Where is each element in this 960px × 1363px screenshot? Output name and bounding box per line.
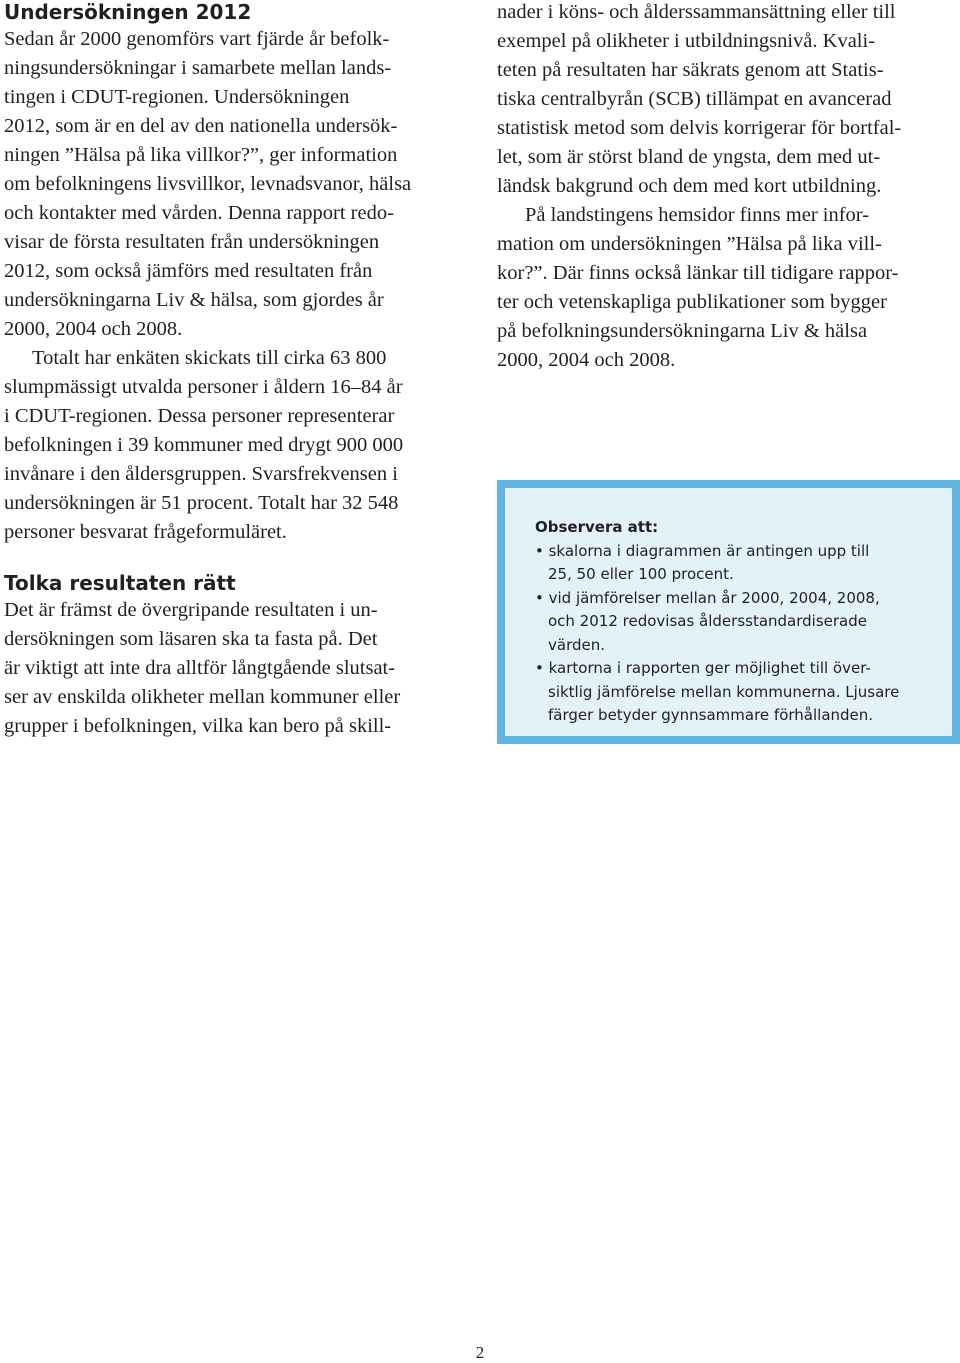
section-spacer [4,547,470,571]
note-box [497,480,960,744]
body-line: befolkningen i 39 kommuner med drygt 900 000 [4,434,404,456]
body-line: let, som är störst bland de yngsta, dem med ut- [497,146,881,168]
body-line: ser av enskilda olikheter mellan kommuner eller [4,686,401,708]
note-bullet-line: • vid jämförelser mellan år 2000, 2004, 2008, [535,588,880,607]
section-heading-tolka: Tolka resultaten rätt [4,571,236,595]
body-line: 2000, 2004 och 2008. [497,349,676,371]
note-bullet-line: 25, 50 eller 100 procent. [548,565,734,583]
body-line: mation om undersökningen ”Hälsa på lika vill- [497,233,882,255]
body-line: är viktigt att inte dra alltför långtgående slutsat- [4,657,396,679]
body-line: personer besvarat frågeformuläret. [4,521,287,543]
body-line: ter och vetenskapliga publikationer som bygger [497,291,887,313]
body-line: grupper i befolkningen, vilka kan bero på skill- [4,715,392,737]
body-line: visar de första resultaten från undersökningen [4,231,380,253]
body-line: nader i köns- och ålderssammansättning eller till [497,1,896,23]
note-bullet-line: färger betyder gynnsammare förhållanden. [548,706,874,724]
section-heading-undersokningen: Undersökningen 2012 [4,0,252,24]
body-line: teten på resultaten har säkrats genom att Statis- [497,59,884,81]
body-line: undersökningen är 51 procent. Totalt har 32 548 [4,492,399,514]
body-line: 2000, 2004 och 2008. [4,318,183,340]
note-bullet-line: siktlig jämförelse mellan kommunerna. Ljusare [548,682,900,701]
body-line: ningsundersökningar i samarbete mellan lands- [4,57,392,79]
body-line: ningen ”Hälsa på lika villkor?”, ger information [4,144,398,166]
body-line: tiska centralbyrån (SCB) tillämpat en avancerad [497,88,892,110]
body-line: statistisk metod som delvis korrigerar för bortfal- [497,117,902,139]
note-box-content [505,488,952,736]
body-line: Totalt har enkäten skickats till cirka 63 800 [32,347,387,369]
section-body-undersokningen [4,25,470,547]
note-bullet-line: • kartorna i rapporten ger möjlighet till över- [535,659,871,677]
body-line: 2012, som också jämförs med resultaten från [4,260,373,282]
body-line: invånare i den åldersgruppen. Svarsfrekvensen i [4,463,398,485]
body-line: på befolkningsundersökningarna Liv & hälsa [497,320,868,342]
body-line: På landstingens hemsidor finns mer infor- [525,204,870,226]
body-line: exempel på olikheter i utbildningsnivå. Kvali- [497,30,876,52]
note-bullet-line: och 2012 redovisas åldersstandardiserade [548,612,867,630]
body-line: slumpmässigt utvalda personer i åldern 16–84 år [4,376,403,398]
body-line: och kontakter med vården. Denna rapport redo- [4,202,394,224]
body-line: ländsk bakgrund och dem med kort utbildning. [497,175,882,197]
body-line: tingen i CDUT-regionen. Undersökningen [4,86,350,108]
body-line: undersökningarna Liv & hälsa, som gjordes år [4,289,384,311]
note-box-title: Observera att: [535,518,659,536]
body-line: kor?”. Där finns också länkar till tidigare rappor- [497,262,899,284]
body-line: Det är främst de övergripande resultaten i un- [4,599,378,621]
note-bullet-line: värden. [548,635,605,654]
body-line: dersökningen som läsaren ska ta fasta på. Det [4,628,378,650]
left-column [4,0,470,741]
note-bullet-line: • skalorna i diagrammen är antingen upp till [535,541,870,560]
body-line: om befolkningens livsvillkor, levnadsvanor, hälsa [4,173,412,195]
body-line: i CDUT-regionen. Dessa personer representerar [4,405,395,427]
page-number: 2 [475,1343,485,1362]
right-column [497,0,957,375]
body-line: Sedan år 2000 genomförs vart fjärde år befolk- [4,28,390,50]
section-body-tolka [4,596,470,741]
body-line: 2012, som är en del av den nationella undersök- [4,115,398,137]
